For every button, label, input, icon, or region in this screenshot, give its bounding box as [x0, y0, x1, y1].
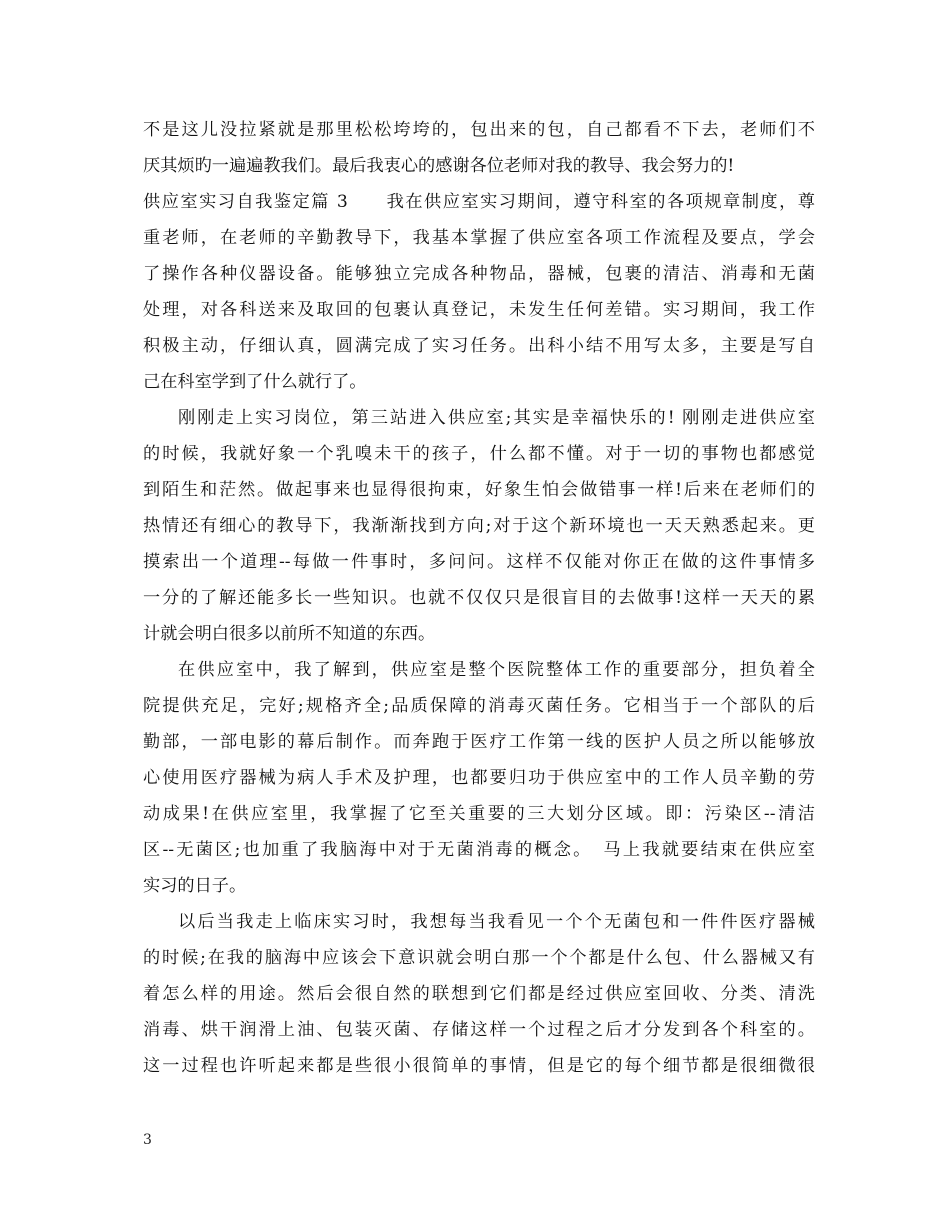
section-heading-line: 供应室实习自我鉴定篇 3 我在供应室实习期间，遵守科室的各项规章制度，尊 — [143, 192, 815, 212]
text-line: 区--无菌区;也加重了我脑海中对于无菌消毒的概念。 马上我就要结束在供应室 — [143, 840, 815, 860]
paragraph-first-line: 以后当我走上临床实习时，我想每当我看见一个个无菌包和一件件医疗器械 — [178, 912, 815, 932]
page-number: 3 — [143, 1132, 152, 1148]
text-line: 的时候，我就好象一个乳嗅未干的孩子，什么都不懂。对于一切的事物也都感觉 — [143, 444, 815, 464]
text-line: 摸索出一个道理--每做一件事时，多问问。这样不仅能对你正在做的这件事情多 — [143, 552, 815, 572]
text-line: 实习的日子。 — [143, 876, 247, 896]
text-line: 不是这儿没拉紧就是那里松松垮垮的，包出来的包，自己都看不下去，老师们不 — [143, 120, 815, 140]
text-line: 动成果!在供应室里，我掌握了它至关重要的三大划分区域。即：污染区--清洁 — [143, 804, 815, 824]
paragraph-first-line: 在供应室中，我了解到，供应室是整个医院整体工作的重要部分，担负着全 — [178, 660, 815, 680]
text-line: 重老师，在老师的辛勤教导下，我基本掌握了供应室各项工作流程及要点，学会 — [143, 228, 815, 248]
text-line: 了操作各种仪器设备。能够独立完成各种物品，器械，包裹的清洁、消毒和无菌 — [143, 264, 815, 284]
text-line: 心使用医疗器械为病人手术及护理，也都要归功于供应室中的工作人员辛勤的劳 — [143, 768, 815, 788]
text-line: 着怎么样的用途。然后会很自然的联想到它们都是经过供应室回收、分类、清洗 — [143, 984, 815, 1004]
text-line: 的时候;在我的脑海中应该会下意识就会明白那一个个都是什么包、什么器械又有 — [143, 948, 815, 968]
text-line: 消毒、烘干润滑上油、包装灭菌、存储这样一个过程之后才分发到各个科室的。 — [143, 1020, 815, 1040]
text-line: 处理，对各科送来及取回的包裹认真登记，未发生任何差错。实习期间，我工作 — [143, 300, 815, 320]
text-line: 厌其烦旳一遍遍教我们。最后我衷心的感谢各位老师对我的教导、我会努力的! — [143, 156, 735, 176]
text-line: 一分的了解还能多长一些知识。也就不仅仅只是很盲目的去做事!这样一天天的累 — [143, 588, 815, 608]
text-line: 勤部，一部电影的幕后制作。而奔跑于医疗工作第一线的医护人员之所以能够放 — [143, 732, 815, 752]
document-body — [143, 112, 815, 1084]
text-line: 院提供充足，完好;规格齐全;品质保障的消毒灭菌任务。它相当于一个部队的后 — [143, 696, 815, 716]
text-line: 这一过程也许听起来都是些很小很简单的事情，但是它的每个细节都是很细微很 — [143, 1056, 815, 1076]
text-line: 到陌生和茫然。做起事来也显得很拘束，好象生怕会做错事一样!后来在老师们的 — [143, 480, 815, 500]
text-line: 计就会明白很多以前所不知道的东西。 — [143, 624, 436, 644]
text-line: 热情还有细心的教导下，我渐渐找到方向;对于这个新环境也一天天熟悉起来。更 — [143, 516, 815, 536]
text-line: 己在科室学到了什么就行了。 — [143, 372, 367, 392]
text-line: 积极主动，仔细认真，圆满完成了实习任务。出科小结不用写太多，主要是写自 — [143, 336, 815, 356]
paragraph-first-line: 刚刚走上实习岗位，第三站进入供应室;其实是幸福快乐的! 刚刚走进供应室 — [178, 408, 815, 428]
